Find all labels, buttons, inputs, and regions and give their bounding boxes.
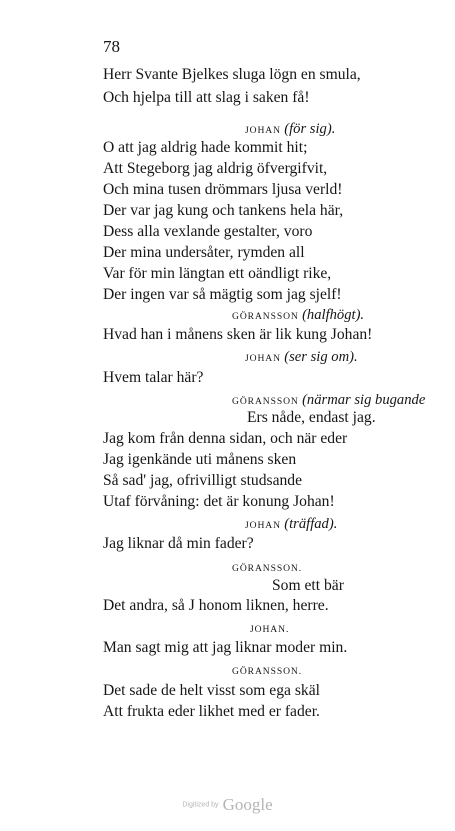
stage-direction: (för sig). [284,121,336,137]
verse-line: Så sad' jag, ofrivilligt studsande [103,472,303,489]
verse-line: Herr Svante Bjelkes sluga lögn en smula, [103,66,361,83]
digitized-watermark [0,795,455,815]
speaker-heading [245,350,358,366]
speaker-heading [232,562,302,576]
speaker-name: GÖRANSSON. [232,666,303,677]
stage-direction: (halfhögt). [302,307,365,323]
verse-line: Ers nåde, endast jag. [247,409,376,426]
verse-line: Hvem talar här? [103,369,204,386]
speaker-heading [232,665,302,679]
speaker-name: JOHAN. [250,624,290,635]
verse-line: Hvad han i månens sken är lik kung Johan! [103,326,373,343]
verse-line: Det andra, så J honom liknen, herre. [103,597,329,614]
verse-line: Och hjelpa till att slag i saken få! [103,89,310,106]
verse-line: Der ingen var så mägtig som jag sjelf! [103,286,342,303]
speaker-heading [232,308,364,324]
verse-line: Var för min längtan ett oändligt rike, [103,265,332,282]
verse-line: Jag kom från denna sidan, och när eder [103,430,348,447]
verse-line: Man sagt mig att jag liknar moder min. [103,639,348,656]
watermark-prefix: Digitized by [182,801,219,809]
speaker-name: JOHAN [245,520,281,531]
verse-line: O att jag aldrig hade kommit hit; [103,139,308,156]
speaker-name: JOHAN [245,125,281,136]
speaker-heading [250,623,289,637]
verse-line: Jag liknar då min fader? [103,535,254,552]
verse-line: Jag igenkände uti månens sken [103,451,297,468]
speaker-name: GÖRANSSON [232,396,299,407]
google-logo: Google [222,795,273,814]
speaker-heading [245,122,335,138]
verse-line: Der var jag kung och tankens hela här, [103,202,344,219]
verse-line: Och mina tusen drömmars ljusa verld! [103,181,343,198]
speaker-heading [245,517,337,533]
verse-line: Det sade de helt visst som ega skäl [103,682,320,699]
verse-line: Der mina undersåter, rymden all [103,244,305,261]
speaker-heading [232,393,425,409]
page-number: 78 [103,37,120,56]
speaker-name: GÖRANSSON. [232,563,303,574]
stage-direction: (närmar sig bugande [302,392,426,408]
verse-line: Som ett bär [272,577,344,594]
stage-direction: (ser sig om). [284,349,358,365]
speaker-name: GÖRANSSON [232,311,299,322]
verse-line: Dess alla vexlande gestalter, voro [103,223,313,240]
speaker-name: JOHAN [245,353,281,364]
verse-line: Att Stegeborg jag aldrig öfvergifvit, [103,160,328,177]
stage-direction: (träffad). [284,516,338,532]
verse-line: Att frukta eder likhet med er fader. [103,703,320,720]
verse-line: Utaf förvåning: det är konung Johan! [103,493,335,510]
